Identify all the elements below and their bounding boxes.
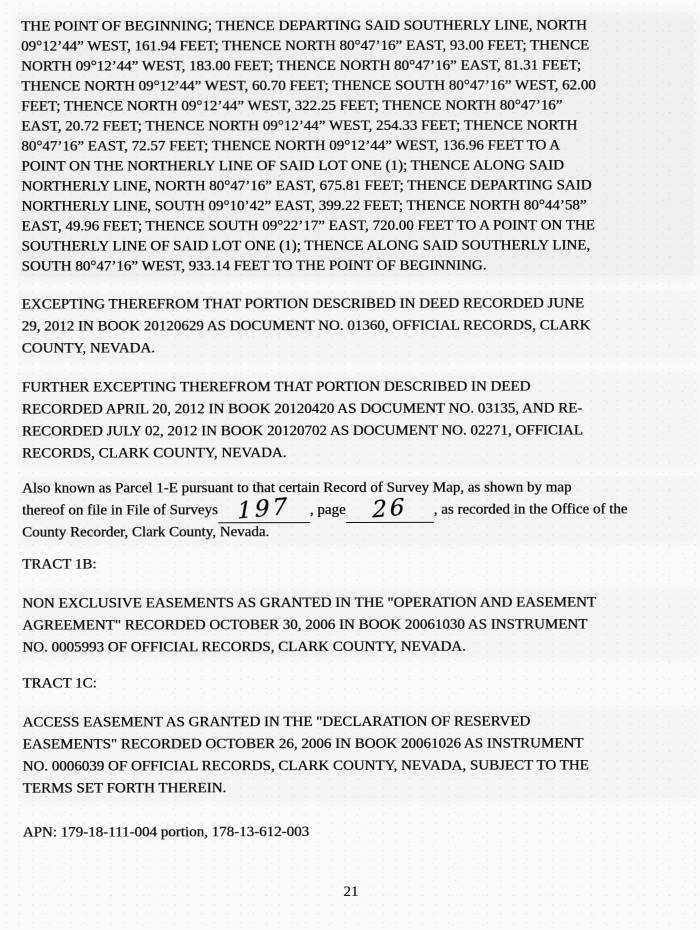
handwritten-page-number: 26 (371, 494, 408, 524)
handwritten-surveys-number: 197 (237, 493, 291, 525)
page-blank (346, 494, 434, 524)
excepting-paragraph: EXCEPTING THEREFROM THAT PORTION DESCRIBED IN DEED RECORDED JUNE 29, 2012 IN BOOK 20120629 AS DOCUMENT NO. 01360, OFFICIAL RECORDS, CLARK COUNTY, NEVADA. (22, 292, 694, 359)
also-known-as-line1: Also known as Parcel 1-E pursuant to that certain Record of Survey Map, as shown by map (22, 479, 572, 497)
page-label: , page (309, 502, 346, 519)
tract-1b-paragraph: NON EXCLUSIVE EASEMENTS AS GRANTED IN THE "OPERATION AND EASEMENT AGREEMENT" RECORDED OCTOBER 30, 2006 IN BOOK 20061030 AS INSTRUMENT NO. 0005993 OF OFFICIAL RECORDS, CLARK COUNTY, NEVADA. (22, 591, 694, 658)
also-known-as-line3: County Recorder, Clark County, Nevada. (22, 524, 270, 541)
page-number: 21 (343, 883, 359, 901)
further-excepting-paragraph: FURTHER EXCEPTING THEREFROM THAT PORTION DESCRIBED IN DEED RECORDED APRIL 20, 2012 IN BOOK 20120420 AS DOCUMENT NO. 03135, AND RE- RECORDED JULY 02, 2012 IN BOOK 20120702 AS DOCUMENT NO. 02271, OFFICIAL RECORDS, CLARK COUNTY, NEVADA. (22, 375, 694, 464)
file-of-surveys-blank (218, 493, 310, 525)
also-known-as-paragraph (22, 476, 694, 543)
tract-1c-paragraph: ACCESS EASEMENT AS GRANTED IN THE "DECLARATION OF RESERVED EASEMENTS" RECORDED OCTOBER 26, 2006 IN BOOK 20061026 AS INSTRUMENT NO. 0006039 OF OFFICIAL RECORDS, CLARK COUNTY, NEVADA, SUBJECT TO THE TERMS SET FORTH THEREIN. (23, 710, 695, 799)
as-recorded-label: , as recorded in the Office of the (433, 501, 628, 518)
legal-description-paragraph: THE POINT OF BEGINNING; THENCE DEPARTING SAID SOUTHERLY LINE, NORTH 09°12’44” WEST, 161.94 FEET; THENCE NORTH 80°47’16” EAST, 93.00 FEET; THENCE NORTH 09°12’44” WEST, 183.00 FEET; THENCE NORTH 80°47’16” EAST, 81.31 FEET; THENCE NORTH 09°12’44” WEST, 60.70 FEET; THENCE SOUTH 80°47’16” WEST, 62.00 FEET; THENCE NORTH 09°12’44” WEST, 322.25 FEET; THENCE NORTH 80°47’16” EAST, 20.72 FEET; THENCE NORTH 09°12’44” WEST, 254.33 FEET; THENCE NORTH 80°47’16” EAST, 72.57 FEET; THENCE NORTH 09°12’44” WEST, 136.96 FEET TO A POINT ON THE NORTHERLY LINE OF SAID LOT ONE (1); THENCE ALONG SAID NORTHERLY LINE, NORTH 80°47’16” EAST, 675.81 FEET; THENCE DEPARTING SAID NORTHERLY LINE, SOUTH 09°10’42” EAST, 399.22 FEET; THENCE NORTH 80°44’58” EAST, 49.96 FEET; THENCE SOUTH 09°22’17” EAST, 720.00 FEET TO A POINT ON THE SOUTHERLY LINE OF SAID LOT ONE (1); THENCE ALONG SAID SOUTHERLY LINE, SOUTH 80°47’16” WEST, 933.14 FEET TO THE POINT OF BEGINNING. (21, 15, 694, 276)
also-known-as-line2 (22, 493, 694, 525)
tract-1c-heading: TRACT 1C: (22, 675, 97, 692)
tract-1b-heading: TRACT 1B: (22, 556, 97, 573)
apn-line: APN: 179-18-111-004 portion, 178-13-612-003 (22, 824, 310, 841)
file-of-surveys-label: thereof on file in File of Surveys (22, 502, 218, 519)
